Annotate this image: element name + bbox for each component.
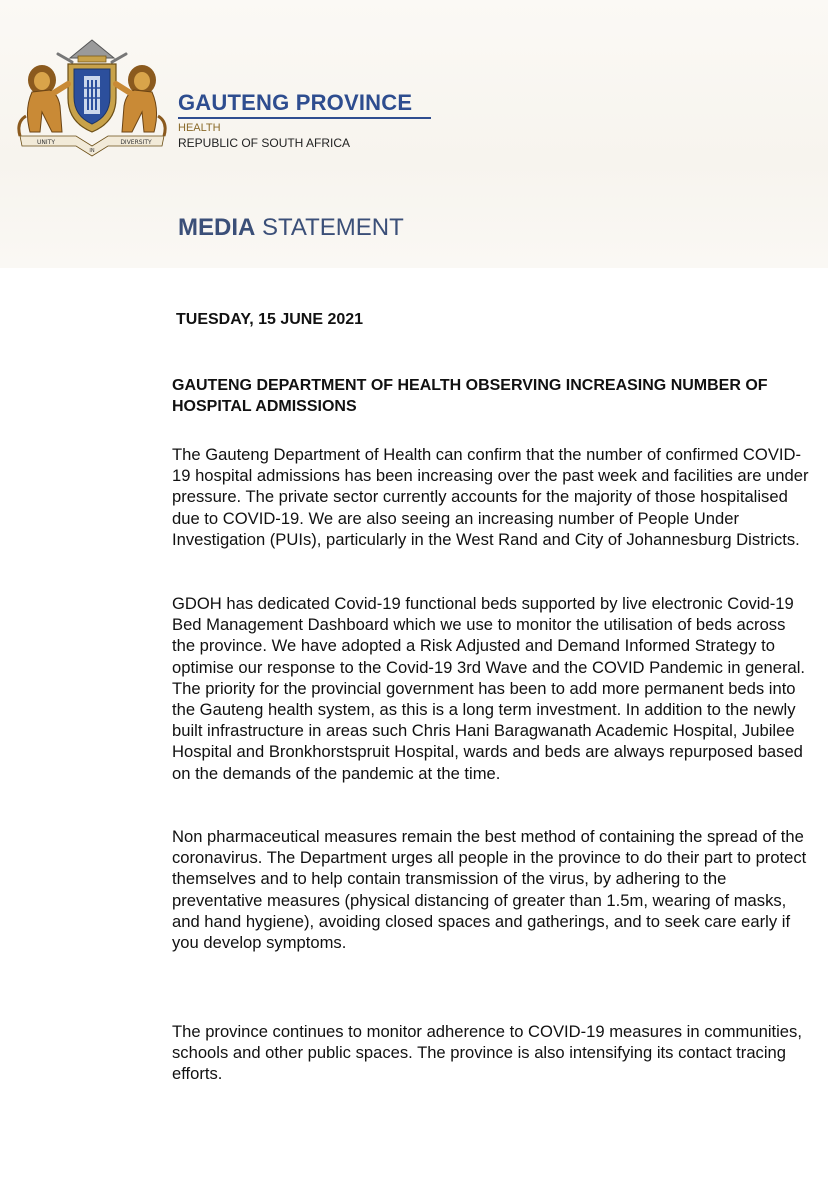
province-underline — [178, 117, 431, 119]
media-title-bold: MEDIA — [178, 214, 256, 241]
statement-headline: GAUTENG DEPARTMENT OF HEALTH OBSERVING INCREASING NUMBER OF HOSPITAL ADMISSIONS — [172, 377, 768, 415]
statement-date: TUESDAY, 15 JUNE 2021 — [176, 311, 364, 328]
coat-of-arms-logo — [12, 36, 172, 158]
crest-motto-ribbon — [20, 136, 164, 156]
crest-right-lion — [116, 65, 165, 136]
media-title-regular: STATEMENT — [262, 214, 404, 241]
motto-right-text: DIVERSITY — [120, 139, 152, 146]
department-name: HEALTH — [178, 122, 221, 134]
motto-left-text: UNITY — [37, 139, 55, 146]
media-statement-title — [178, 214, 404, 242]
province-name: GAUTENG PROVINCE — [178, 90, 413, 115]
crest-left-lion — [19, 65, 68, 136]
crest-shield — [68, 64, 116, 132]
body-paragraph-2: GDOH has dedicated Covid-19 functional beds supported by live electronic Covid-19 Bed Management Dashboard which we use to monitor the utilisation of beds across the province. We have adopted a Risk Adjusted and Demand Informed Strategy to optimise our response to the Covid-19 3rd Wave and the COVID Pandemic in general. The priority for the provincial government has been to add more permanent beds into the Gauteng health system, as this is a long term investment. In addition to the newly built infrastructure in areas such Chris Hani Baragwanath Academic Hospital, Jubilee Hospital and Bronkhorstspruit Hospital, wards and beds are always repurposed based on the demands of the pandemic at the time. — [172, 594, 806, 783]
country-name: REPUBLIC OF SOUTH AFRICA — [178, 136, 351, 150]
crest-crown — [58, 40, 126, 62]
body-paragraph-3: Non pharmaceutical measures remain the best method of containing the spread of the coronavirus. The Department urges all people in the province to do their part to protect themselves and to help contain transmission of the virus, by adhering to the preventative measures (physical distancing of greater than 1.5m, wearing of masks, and hand hygiene), avoiding closed spaces and gatherings, and to seek care early if you develop symptoms. — [172, 827, 807, 953]
body-paragraph-4: The province continues to monitor adherence to COVID-19 measures in communities, schools and other public spaces. The province is also intensifying its contact tracing efforts. — [172, 1022, 802, 1084]
body-paragraph-1: The Gauteng Department of Health can confirm that the number of confirmed COVID-19 hospital admissions has been increasing over the past week and facilities are under pressure. The private sector currently accounts for the majority of those hospitalised due to COVID-19. We are also seeing an increasing number of People Under Investigation (PUIs), particularly in the West Rand and City of Johannesburg Districts. — [172, 445, 809, 549]
motto-center-text: IN — [89, 148, 95, 154]
